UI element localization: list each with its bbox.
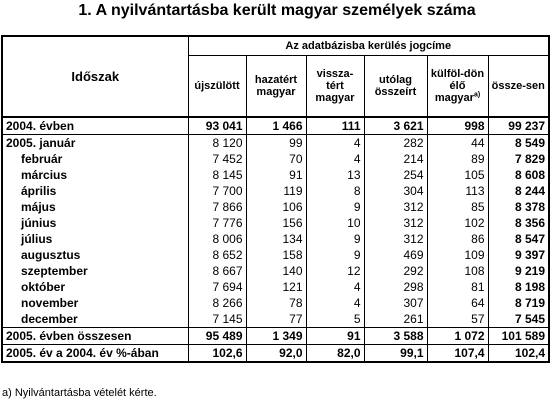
row-value-cell: 4	[306, 279, 364, 295]
period-header: Időszak	[2, 36, 188, 117]
row-value-cell: 1 072	[427, 328, 488, 345]
row-value-cell: 91	[306, 328, 364, 345]
row-value-cell: 8 652	[188, 247, 246, 263]
row-value-cell: 81	[427, 279, 488, 295]
row-value-cell: 119	[246, 183, 306, 199]
row-total-cell: 101 589	[488, 328, 549, 345]
row-total-cell: 8 244	[488, 183, 549, 199]
row-label: október	[2, 279, 188, 295]
row-value-cell: 1 466	[246, 117, 306, 135]
row-label: február	[2, 151, 188, 167]
row-value-cell: 5	[306, 311, 364, 328]
row-label: június	[2, 215, 188, 231]
table-row	[2, 328, 549, 345]
row-value-cell: 111	[306, 117, 364, 135]
row-value-cell: 261	[364, 311, 427, 328]
row-value-cell: 156	[246, 215, 306, 231]
row-value-cell: 254	[364, 167, 427, 183]
table-row	[2, 215, 549, 231]
col-header-newborn: újszülött	[188, 56, 246, 118]
row-value-cell: 312	[364, 215, 427, 231]
table-row	[2, 247, 549, 263]
row-value-cell: 85	[427, 199, 488, 215]
row-value-cell: 7 145	[188, 311, 246, 328]
col-header-later-registered: utólag összeírt	[364, 56, 427, 118]
row-value-cell: 86	[427, 231, 488, 247]
row-value-cell: 469	[364, 247, 427, 263]
row-total-cell: 8 356	[488, 215, 549, 231]
row-label: 2004. évben	[2, 117, 188, 135]
row-label: december	[2, 311, 188, 328]
row-value-cell: 109	[427, 247, 488, 263]
table-row	[2, 311, 549, 328]
row-value-cell: 99	[246, 135, 306, 152]
row-value-cell: 44	[427, 135, 488, 152]
col-header-returned-home: hazatért magyar	[246, 56, 306, 118]
row-value-cell: 121	[246, 279, 306, 295]
row-value-cell: 113	[427, 183, 488, 199]
table-title: 1. A nyilvántartásba került magyar személyek száma	[78, 2, 476, 19]
row-value-cell: 312	[364, 231, 427, 247]
row-label: szeptember	[2, 263, 188, 279]
table-row	[2, 151, 549, 167]
row-value-cell: 106	[246, 199, 306, 215]
row-label: március	[2, 167, 188, 183]
row-value-cell: 3 588	[364, 328, 427, 345]
group-header: Az adatbázisba kerülés jogcíme	[188, 36, 549, 56]
row-value-cell: 134	[246, 231, 306, 247]
row-total-cell: 102,4	[488, 345, 549, 363]
row-value-cell: 7 452	[188, 151, 246, 167]
row-value-cell: 12	[306, 263, 364, 279]
row-value-cell: 93 041	[188, 117, 246, 135]
table-row	[2, 279, 549, 295]
row-total-cell: 9 219	[488, 263, 549, 279]
row-label: november	[2, 295, 188, 311]
row-value-cell: 8 120	[188, 135, 246, 152]
row-total-cell: 9 397	[488, 247, 549, 263]
row-value-cell: 70	[246, 151, 306, 167]
row-value-cell: 108	[427, 263, 488, 279]
row-value-cell: 10	[306, 215, 364, 231]
table-row	[2, 135, 549, 152]
table-row	[2, 183, 549, 199]
row-value-cell: 8 006	[188, 231, 246, 247]
table-row	[2, 167, 549, 183]
table-row	[2, 263, 549, 279]
row-label: 2005. év a 2004. év %-ában	[2, 345, 188, 363]
row-value-cell: 105	[427, 167, 488, 183]
row-total-cell: 8 608	[488, 167, 549, 183]
row-value-cell: 282	[364, 135, 427, 152]
table-row	[2, 231, 549, 247]
row-value-cell: 8 266	[188, 295, 246, 311]
row-value-cell: 7 694	[188, 279, 246, 295]
row-total-cell: 8 198	[488, 279, 549, 295]
row-value-cell: 89	[427, 151, 488, 167]
row-value-cell: 9	[306, 231, 364, 247]
row-label: 2005. évben összesen	[2, 328, 188, 345]
row-value-cell: 7 700	[188, 183, 246, 199]
row-value-cell: 998	[427, 117, 488, 135]
row-label: május	[2, 199, 188, 215]
row-total-cell: 8 547	[488, 231, 549, 247]
row-value-cell: 82,0	[306, 345, 364, 363]
row-label: július	[2, 231, 188, 247]
row-value-cell: 9	[306, 199, 364, 215]
row-value-cell: 140	[246, 263, 306, 279]
row-total-cell: 99 237	[488, 117, 549, 135]
row-value-cell: 4	[306, 295, 364, 311]
table-row	[2, 199, 549, 215]
row-value-cell: 214	[364, 151, 427, 167]
row-value-cell: 8 667	[188, 263, 246, 279]
row-value-cell: 4	[306, 151, 364, 167]
row-total-cell: 8 719	[488, 295, 549, 311]
row-value-cell: 57	[427, 311, 488, 328]
table-row	[2, 345, 549, 363]
row-value-cell: 158	[246, 247, 306, 263]
row-value-cell: 78	[246, 295, 306, 311]
table-row	[2, 295, 549, 311]
row-label: augusztus	[2, 247, 188, 263]
row-value-cell: 102,6	[188, 345, 246, 363]
row-value-cell: 8 145	[188, 167, 246, 183]
row-value-cell: 304	[364, 183, 427, 199]
row-label: 2005. január	[2, 135, 188, 152]
row-label: április	[2, 183, 188, 199]
row-value-cell: 292	[364, 263, 427, 279]
row-value-cell: 298	[364, 279, 427, 295]
row-value-cell: 7 866	[188, 199, 246, 215]
row-value-cell: 7 776	[188, 215, 246, 231]
row-total-cell: 8 549	[488, 135, 549, 152]
row-value-cell: 4	[306, 135, 364, 152]
row-value-cell: 99,1	[364, 345, 427, 363]
row-value-cell: 312	[364, 199, 427, 215]
row-value-cell: 92,0	[246, 345, 306, 363]
row-value-cell: 102	[427, 215, 488, 231]
row-value-cell: 107,4	[427, 345, 488, 363]
col-header-total: össze-sen	[488, 56, 549, 118]
row-total-cell: 7 829	[488, 151, 549, 167]
row-value-cell: 77	[246, 311, 306, 328]
col-header-abroad: külföl-dön élő magyar$^{a)}$	[427, 56, 488, 118]
row-value-cell: 3 621	[364, 117, 427, 135]
col-header-returned: vissza-tért magyar	[306, 56, 364, 118]
row-total-cell: 7 545	[488, 311, 549, 328]
table-row	[2, 117, 549, 135]
row-value-cell: 9	[306, 247, 364, 263]
row-value-cell: 64	[427, 295, 488, 311]
row-total-cell: 8 378	[488, 199, 549, 215]
row-value-cell: 8	[306, 183, 364, 199]
statistics-table	[1, 35, 550, 363]
row-value-cell: 91	[246, 167, 306, 183]
row-value-cell: 1 349	[246, 328, 306, 345]
row-value-cell: 307	[364, 295, 427, 311]
row-value-cell: 13	[306, 167, 364, 183]
row-value-cell: 95 489	[188, 328, 246, 345]
footnote: a) Nyilvántartásba vételét kérte.	[2, 387, 157, 399]
